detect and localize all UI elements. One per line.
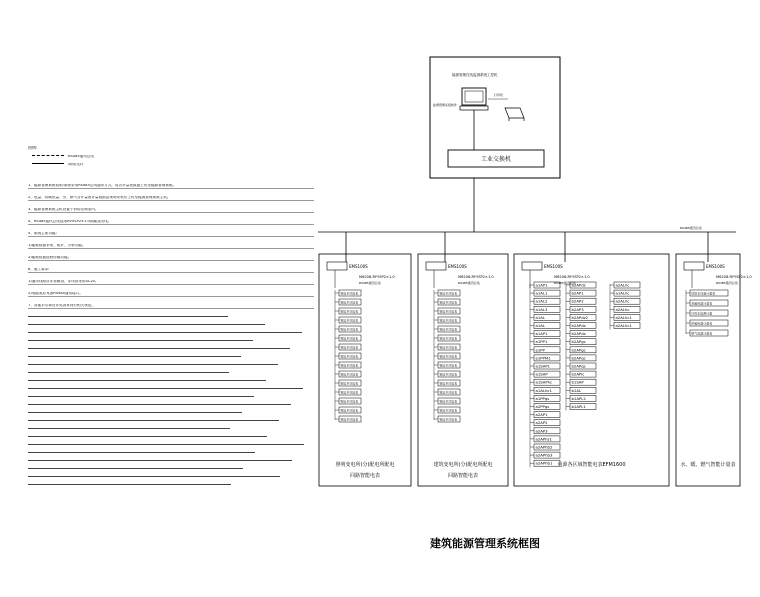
smart-meter-label: 智能多功能表 <box>439 372 458 377</box>
printer-icon <box>505 108 524 121</box>
smart-meter-label: 智能多功能表 <box>439 327 458 332</box>
ems-label: EMS100S <box>544 264 563 269</box>
note-rule <box>28 420 279 421</box>
smart-meter-label: 智能多功能表 <box>439 345 458 350</box>
meter-point-label: b1APL1 <box>571 404 586 409</box>
legend-rule <box>32 163 64 164</box>
note-rule <box>28 436 267 437</box>
smart-meter-label: 智能多功能表 <box>439 336 458 341</box>
gateway-label: M6208-RYYSP2×1.0 <box>359 275 395 279</box>
meter-point-label: a2ALhc <box>615 298 630 304</box>
cabinet-caption: 电源各区域智能电表EFM1600 <box>557 462 626 468</box>
smart-meter-label: 智能多功能表 <box>340 318 359 323</box>
smart-meter-label: 智能多功能表 <box>340 399 359 404</box>
meter-point-label: a1PPgs <box>535 395 550 401</box>
computer-base-icon <box>460 106 488 110</box>
meter-point-label: a2AP2 <box>535 420 548 426</box>
meter-point-label: a2APhb1 <box>535 460 553 466</box>
smart-meter-label: 智能多功能表 <box>340 408 359 413</box>
smart-meter-label: 智能多功能表 <box>340 327 359 332</box>
note-rule <box>28 364 278 365</box>
computer-monitor-icon <box>462 88 486 105</box>
note-rule <box>28 388 303 389</box>
smart-meter-label: 智能多功能表 <box>340 372 359 377</box>
note-line: 5、系统主要功能: <box>28 232 314 237</box>
note-line: 7、其他未尽事宜详见国家现行相关规范。 <box>28 304 314 309</box>
bus-label: RS485通讯总线 <box>554 281 576 285</box>
smart-meter-label: 智能多功能表 <box>340 363 359 368</box>
smart-meter-label: 智能多功能表 <box>340 300 359 305</box>
meter-point-label: b2AP3 <box>571 306 584 312</box>
smart-meter-label: 智能多功能表 <box>439 363 458 368</box>
smart-meter-label: 智能多功能表 <box>439 309 458 314</box>
meter-point-label: b2APgc <box>571 347 586 353</box>
ems-device <box>327 262 347 270</box>
note-line: 1)能耗数据采集、统计、分析功能。 <box>28 244 314 249</box>
smart-meter-label: 给排水设备计量表 <box>691 291 716 296</box>
meter-point-label: a1AL1 <box>535 290 548 296</box>
meter-point-label: b2APdz <box>571 323 586 328</box>
meter-point-label: a2AP3 <box>535 428 548 434</box>
meter-point-label: b1APL2 <box>571 395 586 401</box>
meter-point-label: a1PPM1 <box>535 355 551 361</box>
bus-label: RS485通讯总线 <box>716 281 738 285</box>
meter-point-label: b2APlc <box>571 371 585 377</box>
meter-point-label: b1AL <box>571 387 582 393</box>
smart-meter-label: 智能多功能表 <box>439 291 458 296</box>
note-rule <box>28 348 290 349</box>
diagram-title: 建筑能源管理系统框图 <box>430 537 540 550</box>
ems-label: EMS100S <box>349 264 368 269</box>
note-rule <box>28 404 291 405</box>
note-line: 4、RS485通讯总线选用RVVSP2×1.0屏蔽双绞线。 <box>28 220 314 225</box>
gateway-label: M6208-RYYSP2×1.0 <box>554 275 590 279</box>
meter-point-label: a2APhb3 <box>535 452 553 458</box>
meter-point-label: a1SAP <box>535 371 548 377</box>
smart-meter-label: 智能多功能表 <box>340 291 359 296</box>
notes-heading: 图例: <box>28 146 38 150</box>
smart-meter-label: 冷热水能源计量 <box>691 311 713 316</box>
meter-point-label: a1AL2 <box>535 298 548 304</box>
smart-meter-label: 采暖热量计量表 <box>691 301 713 306</box>
meter-point-label: a2ALhc1 <box>615 314 632 320</box>
meter-point-label: a1AL3 <box>535 306 548 312</box>
meter-point-label: b2AP1 <box>571 290 584 296</box>
smart-meter-label: 智能多功能表 <box>340 381 359 386</box>
smart-meter-label: 智能多功能表 <box>340 345 359 350</box>
ems-device <box>426 262 446 270</box>
cabinet-caption: 水、暖、燃气智能计量表 <box>680 462 736 468</box>
switch-label: 工业交换机 <box>480 156 512 163</box>
meter-point-label: a1ALhc <box>615 290 630 296</box>
smart-meter-label: 智能多功能表 <box>439 390 458 395</box>
meter-point-label: a2ALhc <box>615 282 630 288</box>
ems-device <box>522 262 542 270</box>
cabinet-caption: 回路智能电表 <box>349 473 381 479</box>
meter-cabinet <box>319 254 411 486</box>
note-rule <box>28 476 280 477</box>
legend-item: 网线/光纤 <box>68 163 84 166</box>
note-rule <box>28 372 229 373</box>
cabinet-caption: 建筑变电所(分)配电所配电 <box>433 462 493 468</box>
legend-rule <box>32 155 64 156</box>
smart-meter-label: 燃气流量计量表 <box>691 331 713 336</box>
smart-meter-label: 智能多功能表 <box>340 309 359 314</box>
bus-label: RS485通讯总线 <box>359 281 381 285</box>
meter-point-label: b2APdz <box>571 331 586 337</box>
legend-item: RS485通讯总线 <box>68 155 95 158</box>
branch-label: RS485通讯总线 <box>680 226 702 230</box>
smart-meter-label: 智能多功能表 <box>439 354 458 359</box>
meter-point-label: a1AL <box>535 314 545 320</box>
note-rule <box>28 484 231 485</box>
note-line: 1、能源管理系统说明:系统采用RS485总线通讯方式，将各计量表数据上传至能源管理系统。 <box>28 184 314 189</box>
meter-cabinet <box>514 254 669 486</box>
note-rule <box>28 428 230 429</box>
note-line: 1)通讯线路应穿管敷设，穿线管采用SC20。 <box>28 280 314 285</box>
note-rule <box>28 316 228 317</box>
note-rule <box>28 452 255 453</box>
meter-point-label: a2APhs1 <box>535 436 552 442</box>
smart-meter-label: 智能多功能表 <box>439 408 458 413</box>
meter-point-label: b1SAP <box>571 379 584 385</box>
ems-device <box>684 262 704 270</box>
smart-meter-label: 智能多功能表 <box>340 390 359 395</box>
note-rule <box>28 396 254 397</box>
meter-point-label: b2APdz <box>571 282 586 288</box>
smart-meter-label: 智能多功能表 <box>340 417 359 422</box>
meter-point-label: a2APhb2 <box>535 444 553 450</box>
note-rule <box>28 460 292 461</box>
smart-meter-label: 智能多功能表 <box>439 300 458 305</box>
meter-point-label: a1AP1 <box>535 282 548 288</box>
meter-point-label: a1AL <box>535 323 545 328</box>
note-rule <box>28 412 242 413</box>
meter-point-label: a2ALhc <box>615 306 630 312</box>
meter-cabinet <box>418 254 508 486</box>
smart-meter-label: 智能多功能表 <box>439 399 458 404</box>
note-rule <box>28 380 266 381</box>
smart-meter-label: 智能多功能表 <box>340 354 359 359</box>
cabinet-caption: 照明变电所(分)配电所配电 <box>335 462 395 468</box>
meter-point-label: a1ALhc1 <box>535 387 552 393</box>
ems-label: EMS100S <box>706 264 725 269</box>
workstation-label: 能源管理在线监测系统工控机 <box>452 73 498 77</box>
note-rule <box>28 340 253 341</box>
meter-point-label: b2APgc <box>571 339 586 345</box>
bus-label: RS485通讯总线 <box>458 281 480 285</box>
smart-meter-label: 智能多功能表 <box>439 381 458 386</box>
meter-point-label: a2ALhc1 <box>615 323 632 328</box>
note-line: 3、能源管理系统主机设置于消防控制室内。 <box>28 208 314 213</box>
meter-point-label: b2APqs <box>571 363 586 369</box>
meter-point-label: a1PP1 <box>535 339 548 345</box>
smart-meter-label: 供暖热量计量表 <box>691 321 713 326</box>
note-line: 6、施工要求: <box>28 268 314 273</box>
meter-point-label: a1SAP1 <box>535 363 551 369</box>
note-rule <box>28 444 304 445</box>
meter-point-label: b2AP2 <box>571 298 584 304</box>
meter-point-label: a2AP1 <box>535 412 548 418</box>
ems-label: EMS100S <box>448 264 467 269</box>
gateway-label: M6208-RYYSP2×1.0 <box>716 275 752 279</box>
meter-point-label: b2APdz2 <box>571 314 589 320</box>
note-rule <box>28 468 243 469</box>
meter-point-label: a1AP1 <box>535 331 548 337</box>
monitor-note: 能源管理系统软件 <box>433 103 458 107</box>
note-line: 2)能耗数据远程传输功能。 <box>28 256 314 261</box>
smart-meter-label: 智能多功能表 <box>439 417 458 422</box>
meter-point-label: a2PPgs <box>535 404 550 409</box>
meter-cabinet <box>676 254 740 486</box>
meter-point-label: a1SAPhc <box>535 379 553 385</box>
meter-point-label: b2APqc <box>571 355 586 361</box>
note-line: 2、电量、供暖热量、水、燃气各计量表计量数据由现场采集后上传至能源管理系统主机。 <box>28 196 314 201</box>
cabinet-caption: 回路智能电表 <box>447 473 479 479</box>
design-notes <box>28 146 314 576</box>
note-rule <box>28 332 302 333</box>
note-rule <box>28 356 241 357</box>
smart-meter-label: 智能多功能表 <box>340 336 359 341</box>
printer-label: 打印机 <box>494 93 504 97</box>
note-rule <box>28 324 265 325</box>
meter-point-label: a1PP <box>535 347 545 353</box>
smart-meter-label: 智能多功能表 <box>439 318 458 323</box>
gateway-label: M6208-RYYSP2×1.0 <box>458 275 494 279</box>
note-line: 2)电能表应具备RS485通讯接口。 <box>28 292 314 297</box>
